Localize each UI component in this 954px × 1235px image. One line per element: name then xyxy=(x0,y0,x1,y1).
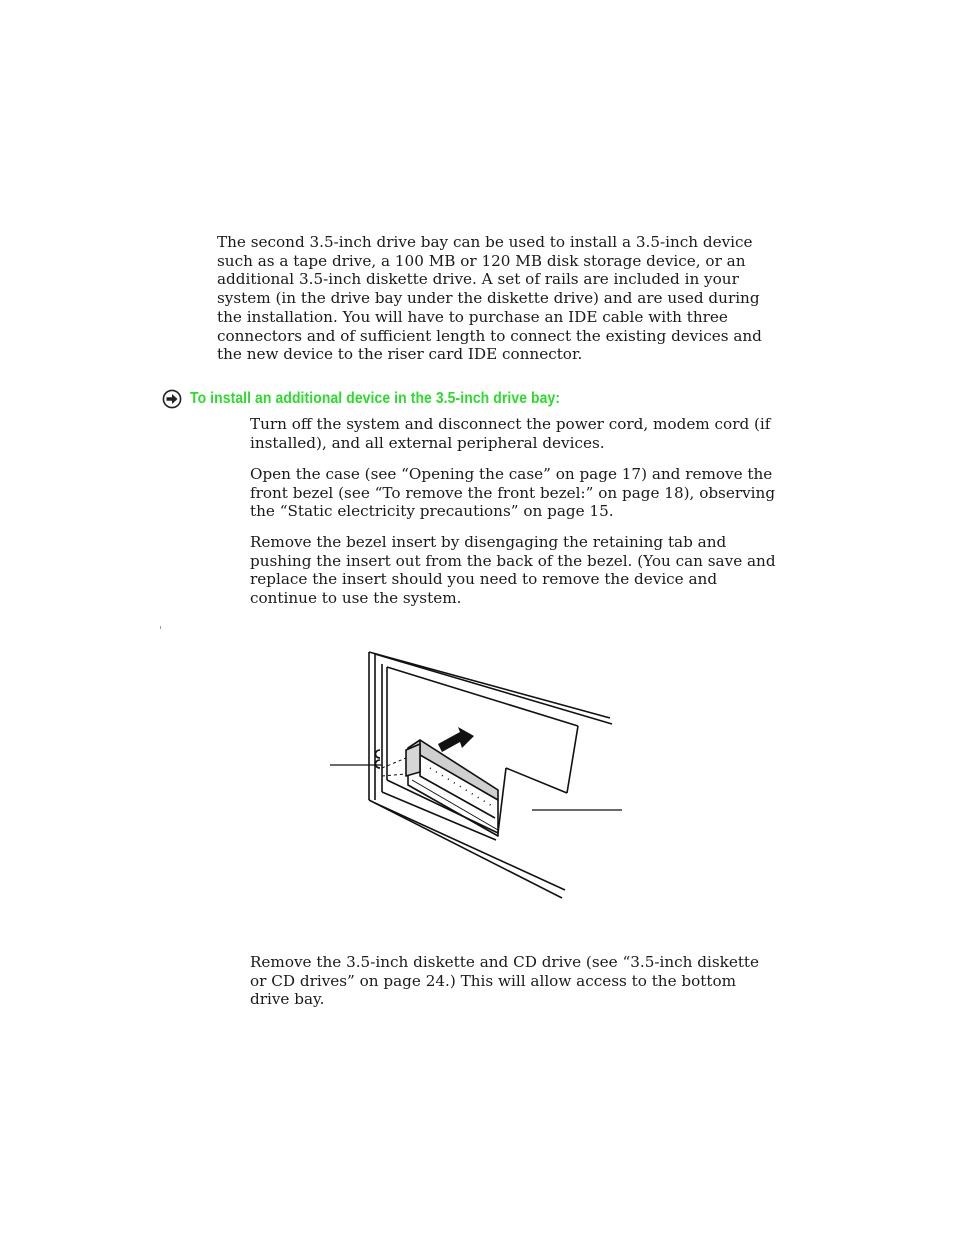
margin-mark xyxy=(160,626,161,629)
step-4: Remove the 3.5-inch diskette and CD drive (see “3.5-inch diskette or CD drives” on page 24.) This will allow access to the bottom drive bay. xyxy=(250,953,760,1009)
procedure-heading xyxy=(162,389,802,409)
intro-paragraph: The second 3.5-inch drive bay can be used to install a 3.5-inch device such as a tape drive, a 100 MB or 120 MB disk storage device, or an additional 3.5-inch diskette drive. A set of rails are included in your system (in the drive bay under the diskette drive) and are used during the installation. You will have to purchase an IDE cable with three connectors and of sufficient length to connect the existing devices and the new device to the riser card IDE connector. xyxy=(217,233,762,364)
push-direction-arrow xyxy=(438,727,474,752)
step-2: Open the case (see “Opening the case” on page 17) and remove the front bezel (see “To remove the front bezel:” on page 18), observing the “Static electricity precautions” on page 15. xyxy=(250,465,776,521)
step-1: Turn off the system and disconnect the power cord, modem cord (if installed), and all external peripheral devices. xyxy=(250,415,771,452)
step-3: Remove the bezel insert by disengaging the retaining tab and pushing the insert out from the back of the bezel. (You can save and replace the insert should you need to remove the device and continue to use the system. xyxy=(250,533,776,608)
right-arrow-circle-icon xyxy=(162,389,182,409)
procedure-heading-text: To install an additional device in the 3.5-inch drive bay: xyxy=(190,390,561,407)
bezel-insert-illustration xyxy=(320,640,640,905)
